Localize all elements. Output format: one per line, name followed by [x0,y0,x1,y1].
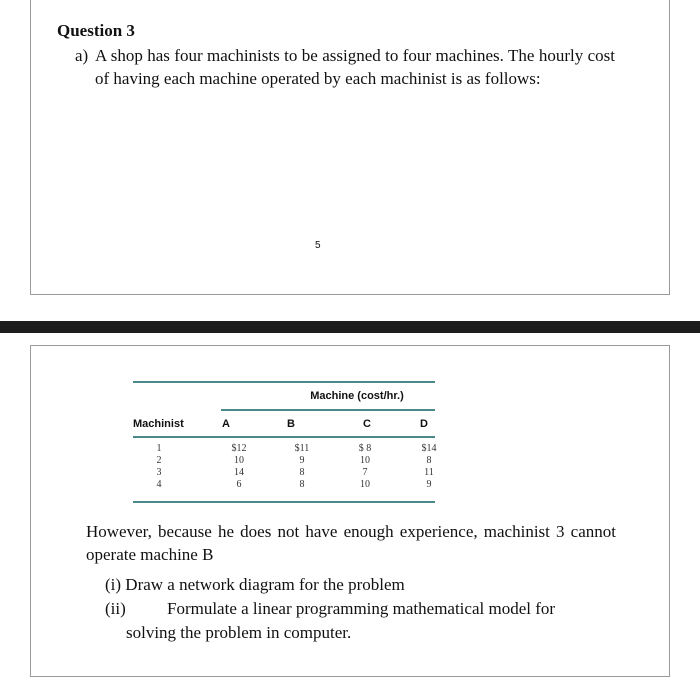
table-group-rule [221,409,435,411]
table-group-header: Machine (cost/hr.) [310,390,404,402]
question-title: Question 3 [57,21,135,40]
item-i: (i) Draw a network diagram for the problem [105,575,405,594]
item-ii-label: (ii) [105,599,126,618]
cost-1-c: $ 8 [358,443,372,454]
cost-2-b: 9 [299,455,305,466]
cost-1-a: $12 [231,443,247,454]
cost-4-a: 6 [236,479,242,490]
page-divider [0,321,700,333]
constraint-paragraph: However, because he does not have enough experience, machinist 3 cannot operate machine B [86,522,616,564]
cost-3-b: 8 [299,467,305,478]
cost-3-c: 7 [362,467,368,478]
cost-4-b: 8 [299,479,305,490]
column-header-b: B [287,418,295,430]
cost-1-d: $14 [421,443,437,454]
table-header-rule [133,436,435,438]
column-header-d: D [420,418,428,430]
machinist-3: 3 [156,467,162,478]
cost-3-d: 11 [424,467,434,478]
part-a-label: a) [75,46,89,65]
machinist-4: 4 [156,479,162,490]
table-top-rule [133,381,435,383]
cost-1-b: $11 [294,443,310,454]
cost-4-d: 9 [426,479,432,490]
item-ii-line2: solving the problem in computer. [126,623,352,642]
part-a-text: A shop has four machinists to be assigned to four machines. The hourly cost of having each machine operated by each machinist is as follows: [95,46,615,88]
item-ii-line1: Formulate a linear programming mathematical model for [167,599,556,618]
table-bottom-rule [133,501,435,503]
cost-3-a: 14 [234,467,244,478]
question-part-a [75,44,615,90]
cost-4-c: 10 [360,479,370,490]
cost-2-c: 10 [360,455,370,466]
table-row-header: Machinist [133,418,184,430]
machinist-2: 2 [156,455,162,466]
cost-2-d: 8 [426,455,432,466]
page-number: 5 [315,240,321,251]
column-header-a: A [222,418,230,430]
cost-2-a: 10 [234,455,244,466]
machinist-1: 1 [156,443,162,454]
column-header-c: C [363,418,371,430]
